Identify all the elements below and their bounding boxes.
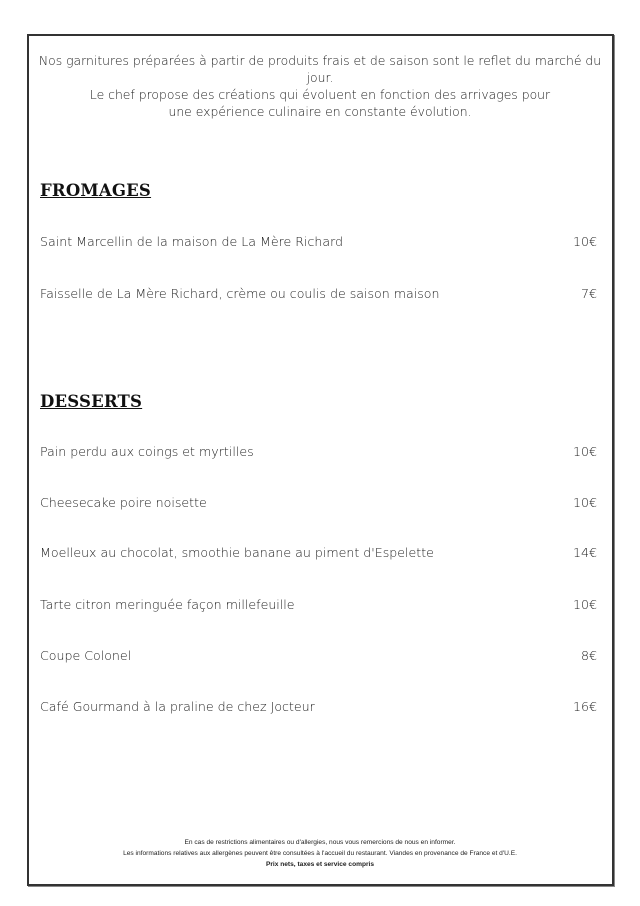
- menu-item: [40, 286, 597, 301]
- menu-border: [27, 34, 614, 886]
- section-title-desserts: DESSERTS: [40, 392, 143, 411]
- item-name: Coupe Colonel: [40, 648, 132, 663]
- menu-item: [40, 234, 597, 249]
- menu-item: [40, 545, 597, 560]
- menu-item: [40, 444, 597, 459]
- item-name: Tarte citron meringuée façon millefeuille: [40, 597, 295, 612]
- footer-line: Les informations relatives aux allergènes peuvent être consultées à l'accueil du restaurant. Viandes en provenance de France et d'U.E.: [123, 850, 517, 857]
- item-name: Faisselle de La Mère Richard, crème ou coulis de saison maison: [40, 286, 440, 301]
- intro-text: [28, 52, 612, 120]
- item-name: Moelleux au chocolat, smoothie banane au piment d'Espelette: [40, 545, 434, 560]
- item-price: 10€: [572, 234, 597, 249]
- intro-line: Nos garnitures préparées à partir de produits frais et de saison sont le reflet du marché du jour.: [38, 53, 602, 85]
- item-price: 16€: [572, 699, 597, 714]
- item-price: 10€: [572, 597, 597, 612]
- item-price: 10€: [572, 495, 597, 510]
- item-price: 10€: [572, 444, 597, 459]
- item-name: Pain perdu aux coings et myrtilles: [40, 444, 254, 459]
- item-name: Cheesecake poire noisette: [40, 495, 207, 510]
- footer-price-note: Prix nets, taxes et service compris: [265, 861, 375, 868]
- menu-item: [40, 495, 597, 510]
- menu-item: [40, 597, 597, 612]
- intro-line: Le chef propose des créations qui évoluent en fonction des arrivages pour: [89, 87, 551, 102]
- menu-item: [40, 699, 597, 714]
- item-price: 8€: [580, 648, 597, 663]
- item-name: Café Gourmand à la praline de chez Jocteur: [40, 699, 315, 714]
- item-price: 7€: [580, 286, 597, 301]
- intro-line: une expérience culinaire en constante évolution.: [168, 104, 472, 119]
- menu-item: [40, 648, 597, 663]
- footer-line: En cas de restrictions alimentaires ou d'allergies, nous vous remercions de nous en informer.: [184, 839, 456, 846]
- section-title-fromages: FROMAGES: [40, 181, 152, 200]
- item-name: Saint Marcellin de la maison de La Mère Richard: [40, 234, 344, 249]
- item-price: 14€: [572, 545, 597, 560]
- footer-notice: [28, 837, 612, 870]
